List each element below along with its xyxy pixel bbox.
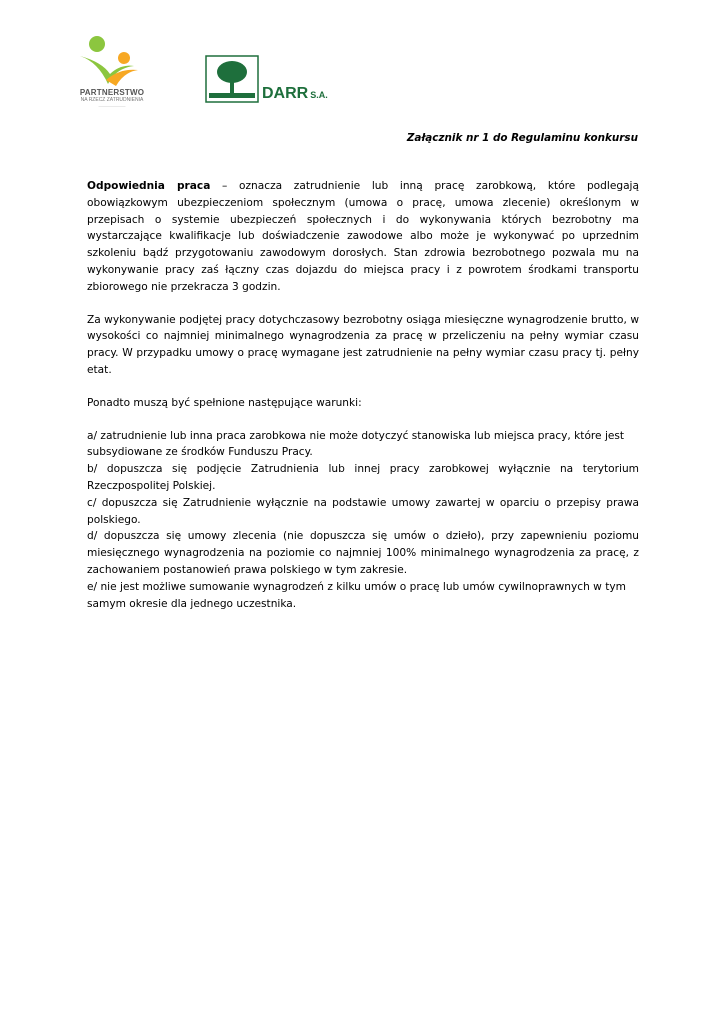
darr-logo (205, 55, 335, 105)
condition-item-e: e/ nie jest możliwe sumowanie wynagrodzeń z kilku umów o pracę lub umów cywilnoprawnych w tym samym okresie dla jednego uczestnika. (87, 580, 626, 610)
document-body (87, 178, 639, 612)
salary-paragraph: Za wykonywanie podjętej pracy dotychczasowy bezrobotny osiąga miesięczne wynagrodzenie brutto, w wysokości co najmniej minimalnego wynagrodzenia za pracę w przeliczeniu na pełny wymiar czasu pracy. W przypadku umowy o pracę wymagane jest zatrudnienie na pełny wymiar czasu pracy tj. pełny etat. (87, 313, 639, 376)
partnerstwo-figure-icon (76, 34, 148, 90)
condition-item-a: a/ zatrudnienie lub inna praca zarobkowa nie może dotyczyć stanowiska lub miejsca pracy, które jest subsydiowane ze środków Funduszu Pracy. (87, 429, 625, 459)
condition-item-c: c/ dopuszcza się Zatrudnienie wyłącznie na podstawie umowy zawartej w oparciu o przepisy prawa polskiego. (87, 496, 639, 526)
definition-term: Odpowiednia praca (87, 180, 211, 192)
partnerstwo-subtagline: ————————— (98, 104, 126, 108)
partnerstwo-logo (68, 34, 158, 116)
darr-brand-text: DARR (262, 85, 309, 102)
definition-text: – oznacza zatrudnienie lub inną pracę zarobkową, które podlegają obowiązkowym ubezpieczeniom społecznym (umowa o pracę, umowa zlecenie) określonym w przepisach o systemie ubezpieczeń społecznych i do wykonywania których bezrobotny ma wystarczające kwalifikacje lub doświadczenie zawodowe albo może je wykonywać po uprzednim szkoleniu bądź przygotowaniu zawodowym dorosłych. Stan zdrowia bezrobotnego pozwala mu na wykonywanie pracy zaś łączny czas dojazdu do miejsca pracy i z powrotem środkami transportu zbiorowego nie przekracza 3 godzin. (87, 180, 639, 293)
darr-suffix: S.A. (310, 90, 328, 100)
condition-item-b: b/ dopuszcza się podjęcie Zatrudnienia lub innej pracy zarobkowej wyłącznie na terytorium Rzeczpospolitej Polskiej. (87, 463, 639, 492)
annex-label: Załącznik nr 1 do Regulaminu konkursu (406, 132, 638, 144)
condition-item-d: d/ dopuszcza się umowy zlecenia (nie dopuszcza się umów o dzieło), przy zapewnieniu poziomu miesięcznego wynagrodzenia na poziomie co najmniej 100% minimalnego wynagrodzenia za pracę, z zachowaniem postanowień prawa polskiego w tym zakresie. (87, 530, 639, 576)
conditions-list (87, 428, 639, 613)
partnerstwo-tagline: NA RZECZ ZATRUDNIENIA (80, 97, 144, 103)
tree-icon (205, 55, 259, 103)
definition-paragraph (87, 178, 639, 296)
darr-brand (262, 85, 328, 103)
conditions-intro: Ponadto muszą być spełnione następujące warunki: (87, 396, 362, 409)
partnerstwo-name: PARTNERSTWO (79, 88, 145, 97)
